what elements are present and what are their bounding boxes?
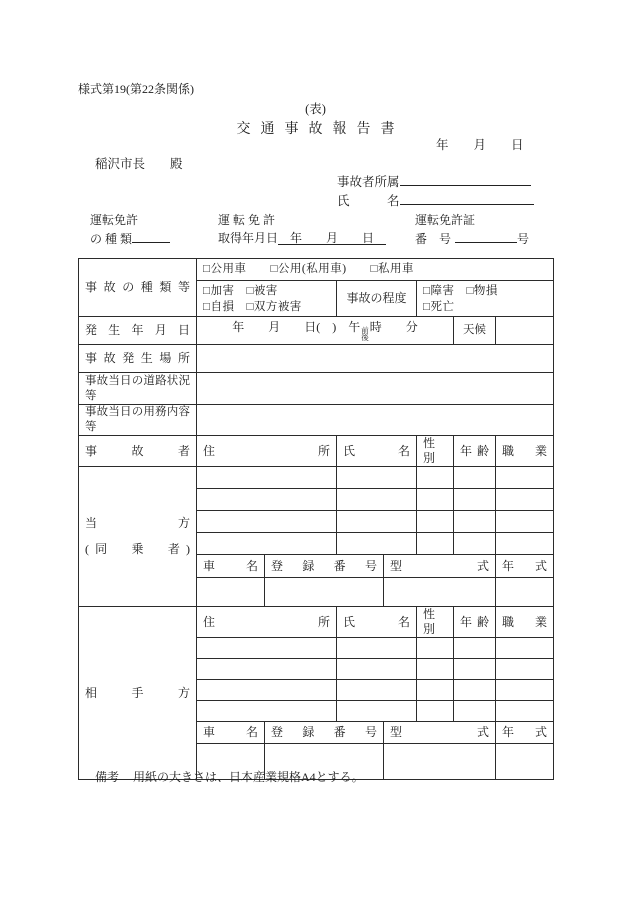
affiliation-label: 事故者所属 — [337, 175, 400, 189]
job-entry-cell — [496, 680, 554, 701]
header-address: 住 所 — [197, 607, 337, 638]
registration-number-entry-cell — [265, 578, 384, 607]
location-entry-cell — [197, 345, 554, 373]
person-section-label: 事 故 者 — [79, 436, 197, 467]
license-type-group — [90, 211, 170, 248]
address-entry-cell — [197, 659, 337, 680]
age-entry-cell — [454, 680, 496, 701]
address-entry-cell — [197, 467, 337, 489]
honorific: 殿 — [170, 157, 183, 171]
address-entry-cell — [197, 638, 337, 659]
name-label: 氏 名 — [337, 194, 400, 208]
accident-report-table — [78, 258, 554, 780]
address-entry-cell — [197, 533, 337, 555]
vehicle-name-header: 車 名 — [197, 555, 265, 578]
age-entry-cell — [454, 638, 496, 659]
model-year-entry-cell — [496, 744, 554, 780]
model-header: 型 式 — [384, 722, 496, 744]
license-date-group — [218, 211, 386, 247]
road-condition-entry-cell — [197, 373, 554, 405]
model-entry-cell — [384, 578, 496, 607]
header-occupation: 職 業 — [496, 436, 554, 467]
job-entry-cell — [496, 533, 554, 555]
name-entry-cell — [337, 659, 417, 680]
fault-options-cell — [197, 281, 337, 317]
sex-entry-cell — [417, 638, 454, 659]
sex-entry-cell — [417, 511, 454, 533]
severity-option-line1: □障害 □物損 — [423, 284, 498, 297]
affiliation-underline — [400, 172, 531, 186]
name-line — [337, 191, 534, 209]
accident-type-label: 事 故 の 種 類 等 — [79, 259, 197, 317]
license-number-group — [415, 211, 529, 248]
other-party-label: 相 手 方 — [79, 607, 197, 780]
header-age: 年 齢 — [454, 607, 496, 638]
model-year-entry-cell — [496, 578, 554, 607]
remark-note — [95, 770, 364, 785]
occurrence-part2: 時 分 — [369, 319, 418, 334]
name-entry-cell — [337, 701, 417, 722]
job-entry-cell — [496, 659, 554, 680]
duty-content-entry-cell — [197, 405, 554, 436]
job-entry-cell — [496, 701, 554, 722]
name-entry-cell — [337, 533, 417, 555]
name-entry-cell — [337, 511, 417, 533]
header-name: 氏 名 — [337, 607, 417, 638]
license-number-suffix: 号 — [517, 232, 530, 246]
weather-entry-cell — [496, 317, 554, 345]
job-entry-cell — [496, 489, 554, 511]
name-entry-cell — [337, 467, 417, 489]
occurrence-date-label: 発 生 年 月 日 — [79, 317, 197, 345]
header-sex: 性 別 — [417, 607, 454, 638]
address-entry-cell — [197, 489, 337, 511]
sex-entry-cell — [417, 533, 454, 555]
fault-option-line1: □加害 □被害 — [203, 284, 278, 297]
age-entry-cell — [454, 467, 496, 489]
remark-label: 備考 — [95, 770, 120, 784]
name-entry-cell — [337, 638, 417, 659]
age-entry-cell — [454, 511, 496, 533]
license-type-line1: 運転免許 — [90, 213, 139, 227]
license-number-label: 番 号 — [415, 232, 452, 246]
form-number: 様式第19(第22条関係) — [78, 82, 194, 96]
addressee: 稲沢市長 — [95, 157, 146, 171]
header-sex: 性 別 — [417, 436, 454, 467]
job-entry-cell — [496, 467, 554, 489]
affiliation-line — [337, 172, 531, 190]
vehicle-name-entry-cell — [197, 578, 265, 607]
name-entry-cell — [337, 489, 417, 511]
addressee-line — [95, 156, 183, 172]
model-year-header: 年 式 — [496, 722, 554, 744]
license-date-underline: 年 月 日 — [278, 229, 386, 245]
registration-number-header: 登 録 番 号 — [265, 555, 384, 578]
severity-label: 事故の程度 — [337, 281, 417, 317]
age-entry-cell — [454, 489, 496, 511]
address-entry-cell — [197, 701, 337, 722]
weather-label: 天候 — [454, 317, 496, 345]
license-number-line1: 運転免許証 — [415, 213, 476, 227]
own-party-label — [79, 467, 197, 607]
remark-text: 用紙の大きさは、日本産業規格A4とする。 — [133, 770, 364, 784]
sex-entry-cell — [417, 489, 454, 511]
job-entry-cell — [496, 511, 554, 533]
location-label: 事 故 発 生 場 所 — [79, 345, 197, 373]
license-type-label: の 種 類 — [90, 232, 133, 246]
registration-number-header: 登 録 番 号 — [265, 722, 384, 744]
header-age: 年 齢 — [454, 436, 496, 467]
header-name: 氏 名 — [337, 436, 417, 467]
name-underline — [400, 191, 534, 205]
model-header: 型 式 — [384, 555, 496, 578]
vehicle-name-header: 車 名 — [197, 722, 265, 744]
am-label: 前 — [361, 325, 369, 335]
side-label: (表) — [305, 102, 326, 116]
sex-entry-cell — [417, 659, 454, 680]
severity-options-cell — [417, 281, 554, 317]
job-entry-cell — [496, 638, 554, 659]
occurrence-part1: 年 月 日( ) 午 — [232, 319, 361, 334]
sex-entry-cell — [417, 701, 454, 722]
pm-label: 後 — [361, 333, 369, 342]
license-number-line2 — [415, 229, 529, 248]
name-entry-cell — [337, 680, 417, 701]
sex-entry-cell — [417, 680, 454, 701]
license-date-line2 — [218, 229, 386, 247]
vehicle-usage-options: □公用車 □公用(私用車) □私用車 — [197, 259, 554, 281]
form-title: 交通事故報告書 — [236, 122, 405, 137]
report-date-line: 年 月 日 — [436, 138, 524, 152]
license-type-underline — [132, 229, 170, 243]
own-party-label-line2: (同 乗 者) — [85, 542, 190, 556]
age-entry-cell — [454, 533, 496, 555]
age-entry-cell — [454, 659, 496, 680]
address-entry-cell — [197, 511, 337, 533]
header-address: 住 所 — [197, 436, 337, 467]
license-date-line1: 運 転 免 許 — [218, 213, 276, 227]
license-number-underline — [455, 229, 517, 243]
occurrence-date-entry — [197, 317, 454, 345]
address-entry-cell — [197, 680, 337, 701]
own-party-label-line1: 当 方 — [85, 516, 190, 530]
duty-content-label: 事故当日の用務内容等 — [79, 405, 197, 436]
severity-option-line2: □死亡 — [423, 300, 455, 313]
age-entry-cell — [454, 701, 496, 722]
license-type-line2 — [90, 229, 170, 248]
fault-option-line2: □自損 □双方被害 — [203, 300, 302, 313]
sex-entry-cell — [417, 467, 454, 489]
model-year-header: 年 式 — [496, 555, 554, 578]
road-condition-label: 事故当日の道路状況等 — [79, 373, 197, 405]
header-occupation: 職 業 — [496, 607, 554, 638]
model-entry-cell — [384, 744, 496, 780]
am-pm-stack — [361, 327, 369, 342]
license-date-label: 取得年月日 — [218, 231, 279, 245]
